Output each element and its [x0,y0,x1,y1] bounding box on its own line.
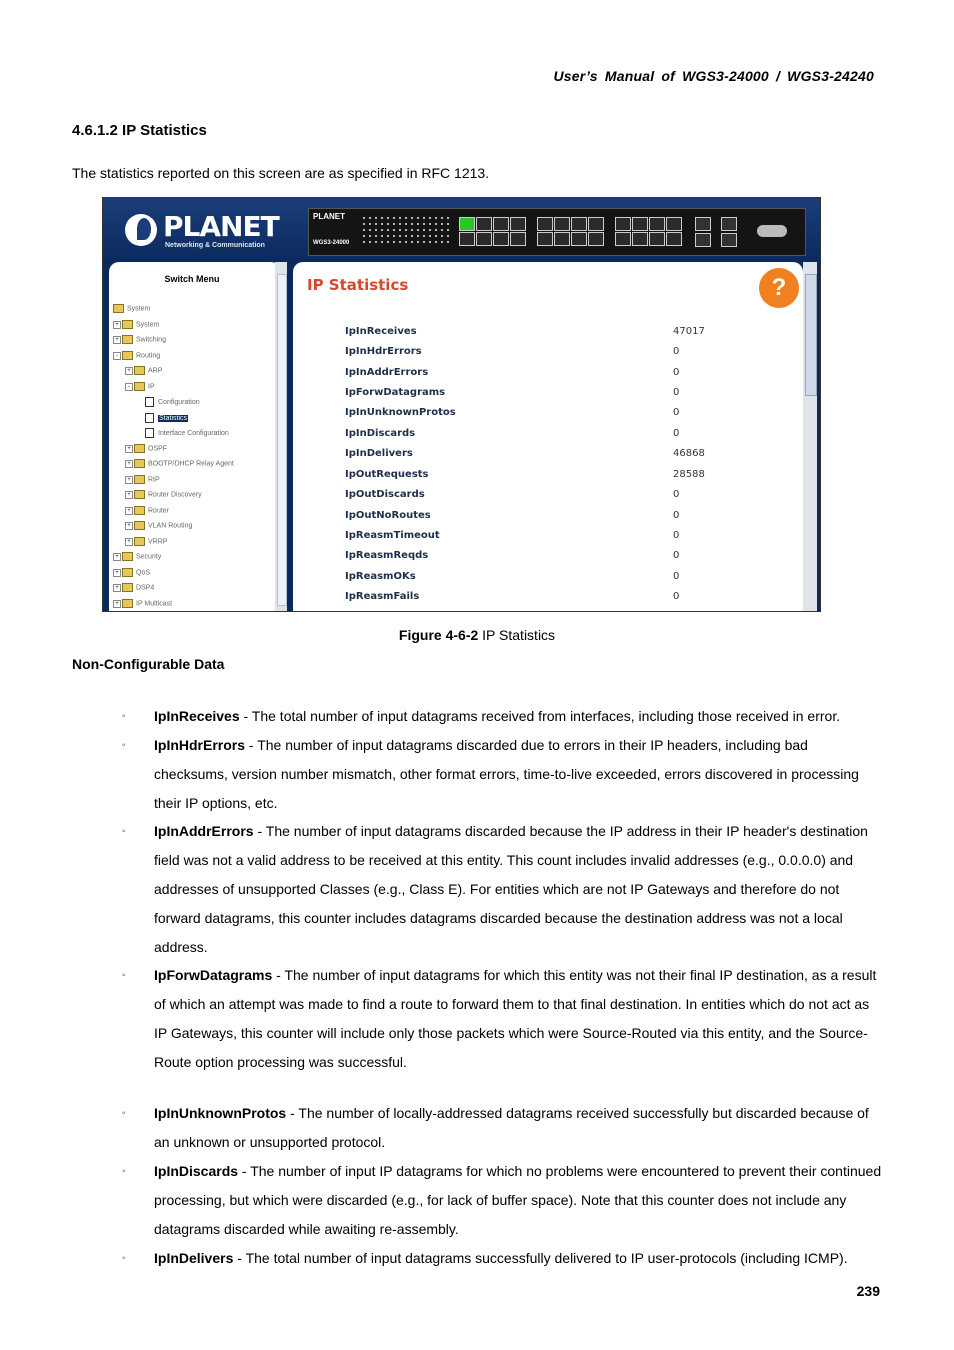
stat-label: IpForwDatagrams [345,387,446,398]
menu-item-system-root[interactable]: System [113,304,150,316]
folder-icon [113,304,124,313]
definition-text: - The total number of input datagrams received from interfaces, including those received in error. [239,708,841,724]
definition-term: IpInAddrErrors [154,823,254,839]
port-icon[interactable] [588,232,604,246]
menu-item-ospf[interactable]: + OSPF [125,444,167,456]
stats-row [345,346,725,364]
menu-item-routing[interactable]: - Routing [113,351,160,363]
stat-value: 28588 [673,469,705,480]
page-number: 239 [856,1283,880,1299]
menu-scroll-thumb[interactable] [277,274,287,606]
stat-label: IpOutRequests [345,469,429,480]
port-icon[interactable] [632,217,648,231]
port-icon[interactable] [649,217,665,231]
port-icon[interactable] [537,217,553,231]
folder-icon [122,320,133,329]
running-header: User’s Manual of WGS3-24000 / WGS3-24240 [553,68,874,84]
folder-icon [122,568,133,577]
folder-icon [134,459,145,468]
expand-icon[interactable]: + [125,522,133,530]
stat-label: IpOutDiscards [345,489,425,500]
port-icon[interactable] [493,217,509,231]
stat-value: 0 [673,428,680,439]
document-icon [145,413,154,423]
stat-label: IpOutNoRoutes [345,510,431,521]
bullet-icon: ◦ [122,970,126,981]
port-group-3 [615,215,683,247]
definition-text: - The number of input datagrams discarded because the IP address in their IP header's destination field was not a valid address to be received at this entity. This count includes invalid addresses (e.g., 0.0.0.0) and addresses of unsupported Classes (e.g., Class E). For entities which are not IP Gateways and therefore do not forward datagrams, this counter includes datagrams discarded because the destination address was not a local address. [154,823,868,955]
port-group-1 [459,215,527,247]
stats-row [345,550,725,568]
bullet-icon: ◦ [122,1166,126,1177]
expand-icon[interactable]: + [113,569,121,577]
port-group-2 [537,215,605,247]
stat-label: IpInDiscards [345,428,416,439]
definition-item [154,1099,884,1157]
folder-icon [122,335,133,344]
figure-caption-text: IP Statistics [478,627,556,643]
expand-icon[interactable]: + [113,321,121,329]
definition-item [154,961,884,1077]
menu-item-system[interactable]: + System [113,320,159,332]
expand-icon[interactable]: + [113,553,121,561]
definition-term: IpInDiscards [154,1163,239,1179]
folder-icon [134,444,145,453]
menu-item-ip[interactable]: - IP [125,382,155,394]
stats-row [345,469,725,487]
console-port-icon[interactable] [757,225,787,237]
expand-icon[interactable]: + [125,460,133,468]
stats-row [345,530,725,548]
expand-icon[interactable]: + [125,507,133,515]
switch-menu-panel [109,262,281,611]
expand-icon[interactable]: + [125,538,133,546]
definition-item [154,817,884,962]
stats-row [345,367,725,385]
stat-value: 0 [673,407,680,418]
expand-icon[interactable]: + [125,476,133,484]
folder-open-icon [134,382,145,391]
stats-row [345,407,725,425]
port-icon[interactable] [493,232,509,246]
stat-value: 0 [673,510,680,521]
definition-term: IpInDelivers [154,1250,234,1266]
help-icon[interactable]: ? [759,268,799,308]
figure-caption [0,627,954,643]
stats-row [345,326,725,344]
sfp-port-icon[interactable] [721,217,737,231]
port-icon[interactable] [476,217,492,231]
subheading: Non-Configurable Data [72,656,225,672]
menu-item-rip[interactable]: + RIP [125,475,160,487]
port-icon[interactable] [459,232,475,246]
stats-row [345,571,725,589]
stat-value: 0 [673,571,680,582]
port-icon[interactable] [571,232,587,246]
menu-item-configuration[interactable]: Configuration [145,397,200,409]
menu-item-arp[interactable]: + ARP [125,366,162,378]
collapse-icon[interactable]: - [125,383,133,391]
switch-menu-title: Switch Menu [164,274,220,284]
intro-paragraph: The statistics reported on this screen are as specified in RFC 1213. [72,165,490,181]
definition-item [154,1244,884,1273]
expand-icon[interactable]: + [125,367,133,375]
menu-item-statistics[interactable]: Statistics [145,413,188,425]
page-title: IP Statistics [307,276,409,294]
folder-icon [134,366,145,375]
stat-label: IpReasmFails [345,591,420,602]
folder-icon [122,552,133,561]
menu-item-switching[interactable]: + Switching [113,335,166,347]
stat-label: IpReasmTimeout [345,530,440,541]
stat-label: IpInHdrErrors [345,346,422,357]
stat-label: IpInAddrErrors [345,367,429,378]
collapse-icon[interactable]: - [113,352,121,360]
bullet-icon: ◦ [122,740,126,751]
stat-value: 0 [673,591,680,602]
port-icon[interactable] [510,217,526,231]
menu-item-qos[interactable]: + QoS [113,568,150,580]
definition-text: - The number of input datagrams for which this entity was not their final IP destination, as a result of which an attempt was made to find a route to forward them to that final destination. In entities which do not act as IP Gateways, this counter will include only those packets which were Source-Routed via this entity, and the Source-Route option processing was successful. [154,967,877,1070]
stat-value: 0 [673,387,680,398]
logo-wordmark: PLANET [163,210,279,243]
definition-term: IpInReceives [154,708,240,724]
definition-term: IpInUnknownProtos [154,1105,287,1121]
definition-text: - The number of locally-addressed datagrams received successfully but discarded because of an unknown or unsupported protocol. [154,1105,869,1150]
folder-icon [134,537,145,546]
definition-item [154,731,884,818]
planet-logo-icon [125,214,157,246]
definition-text: - The number of input datagrams discarded due to errors in their IP headers, including bad checksums, version number mismatch, other format errors, time-to-live exceeded, errors discovered in processing their IP options, etc. [154,737,859,811]
definition-item [154,1157,884,1244]
port-icon[interactable] [588,217,604,231]
expand-icon[interactable]: + [125,491,133,499]
stat-label: IpInReceives [345,326,417,337]
menu-item-dsp4[interactable]: + DSP4 [113,583,154,595]
menu-item-router-discovery[interactable]: + Router Discovery [125,490,202,502]
stats-row [345,591,725,609]
port-icon[interactable] [476,232,492,246]
expand-icon[interactable]: + [113,584,121,592]
definition-item [154,702,884,731]
expand-icon[interactable]: + [113,336,121,344]
port-icon[interactable] [554,232,570,246]
menu-item-router[interactable]: + Router [125,506,169,518]
stat-label: IpInDelivers [345,448,413,459]
folder-icon [134,506,145,515]
planet-logo [125,210,295,254]
switch-front-panel [308,208,806,256]
section-heading: 4.6.1.2 IP Statistics [72,122,207,139]
port-icon[interactable] [615,232,631,246]
stats-row [345,448,725,466]
sfp-port-icon[interactable] [721,233,737,247]
web-ui-banner [103,198,820,260]
folder-icon [122,599,133,608]
folder-icon [134,521,145,530]
port-icon[interactable] [510,232,526,246]
port-icon[interactable] [666,232,682,246]
port-icon[interactable] [615,217,631,231]
stats-row [345,489,725,507]
status-leds [361,215,451,245]
stat-value: 0 [673,550,680,561]
definition-text: - The number of input IP datagrams for which no problems were encountered to prevent their continued processing, but which were discarded (e.g., for lack of buffer space). Note that this counter does not include any datagrams discarded while awaiting re-assembly. [154,1163,882,1237]
port-icon[interactable] [666,217,682,231]
port-icon[interactable] [459,217,475,231]
stats-row [345,387,725,405]
stat-label: IpInUnknownProtos [345,407,456,418]
stat-label: IpReasmOKs [345,571,416,582]
stats-row [345,428,725,446]
ip-statistics-screenshot [102,197,821,612]
content-panel [293,262,803,611]
port-icon[interactable] [571,217,587,231]
content-scroll-thumb[interactable] [805,274,817,396]
stat-value: 0 [673,489,680,500]
panel-model: WGS3-24000 [313,240,350,246]
sfp-port-icon[interactable] [695,217,711,231]
stat-value: 0 [673,367,680,378]
port-icon[interactable] [537,232,553,246]
menu-scrollbar[interactable] [275,262,287,611]
menu-item-security[interactable]: + Security [113,552,161,564]
menu-item-interface-configuration[interactable]: Interface Configuration [145,428,229,440]
menu-item-bootp-dhcp-relay[interactable]: + BOOTP/DHCP Relay Agent [125,459,234,471]
stat-value: 46868 [673,448,705,459]
port-icon[interactable] [554,217,570,231]
bullet-icon: ◦ [122,826,126,837]
folder-icon [134,490,145,499]
figure-label: Figure 4-6-2 [398,627,479,643]
menu-item-vlan-routing[interactable]: + VLAN Routing [125,521,192,533]
stat-value: 47017 [673,326,705,337]
content-scrollbar[interactable] [803,262,817,611]
expand-icon[interactable]: + [125,445,133,453]
logo-tagline: Networking & Communication [165,242,265,249]
bullet-icon: ◦ [122,1108,126,1119]
bullet-icon: ◦ [122,1253,126,1264]
document-icon [145,428,154,438]
panel-brand: PLANET [313,212,345,221]
folder-icon [122,583,133,592]
stat-label: IpReasmReqds [345,550,429,561]
sfp-port-icon[interactable] [695,233,711,247]
expand-icon[interactable]: + [113,600,121,608]
stats-row [345,510,725,528]
port-icon[interactable] [632,232,648,246]
bullet-icon: ◦ [122,711,126,722]
definition-text: - The total number of input datagrams successfully delivered to IP user-protocols (including ICMP). [233,1250,848,1266]
stat-value: 0 [673,530,680,541]
folder-open-icon [122,351,133,360]
port-icon[interactable] [649,232,665,246]
definition-term: IpForwDatagrams [154,967,273,983]
menu-item-vrrp[interactable]: + VRRP [125,537,167,549]
definition-term: IpInHdrErrors [154,737,246,753]
folder-icon [134,475,145,484]
stat-value: 0 [673,346,680,357]
document-icon [145,397,154,407]
menu-item-ip-multicast[interactable]: + IP Multicast [113,599,172,611]
